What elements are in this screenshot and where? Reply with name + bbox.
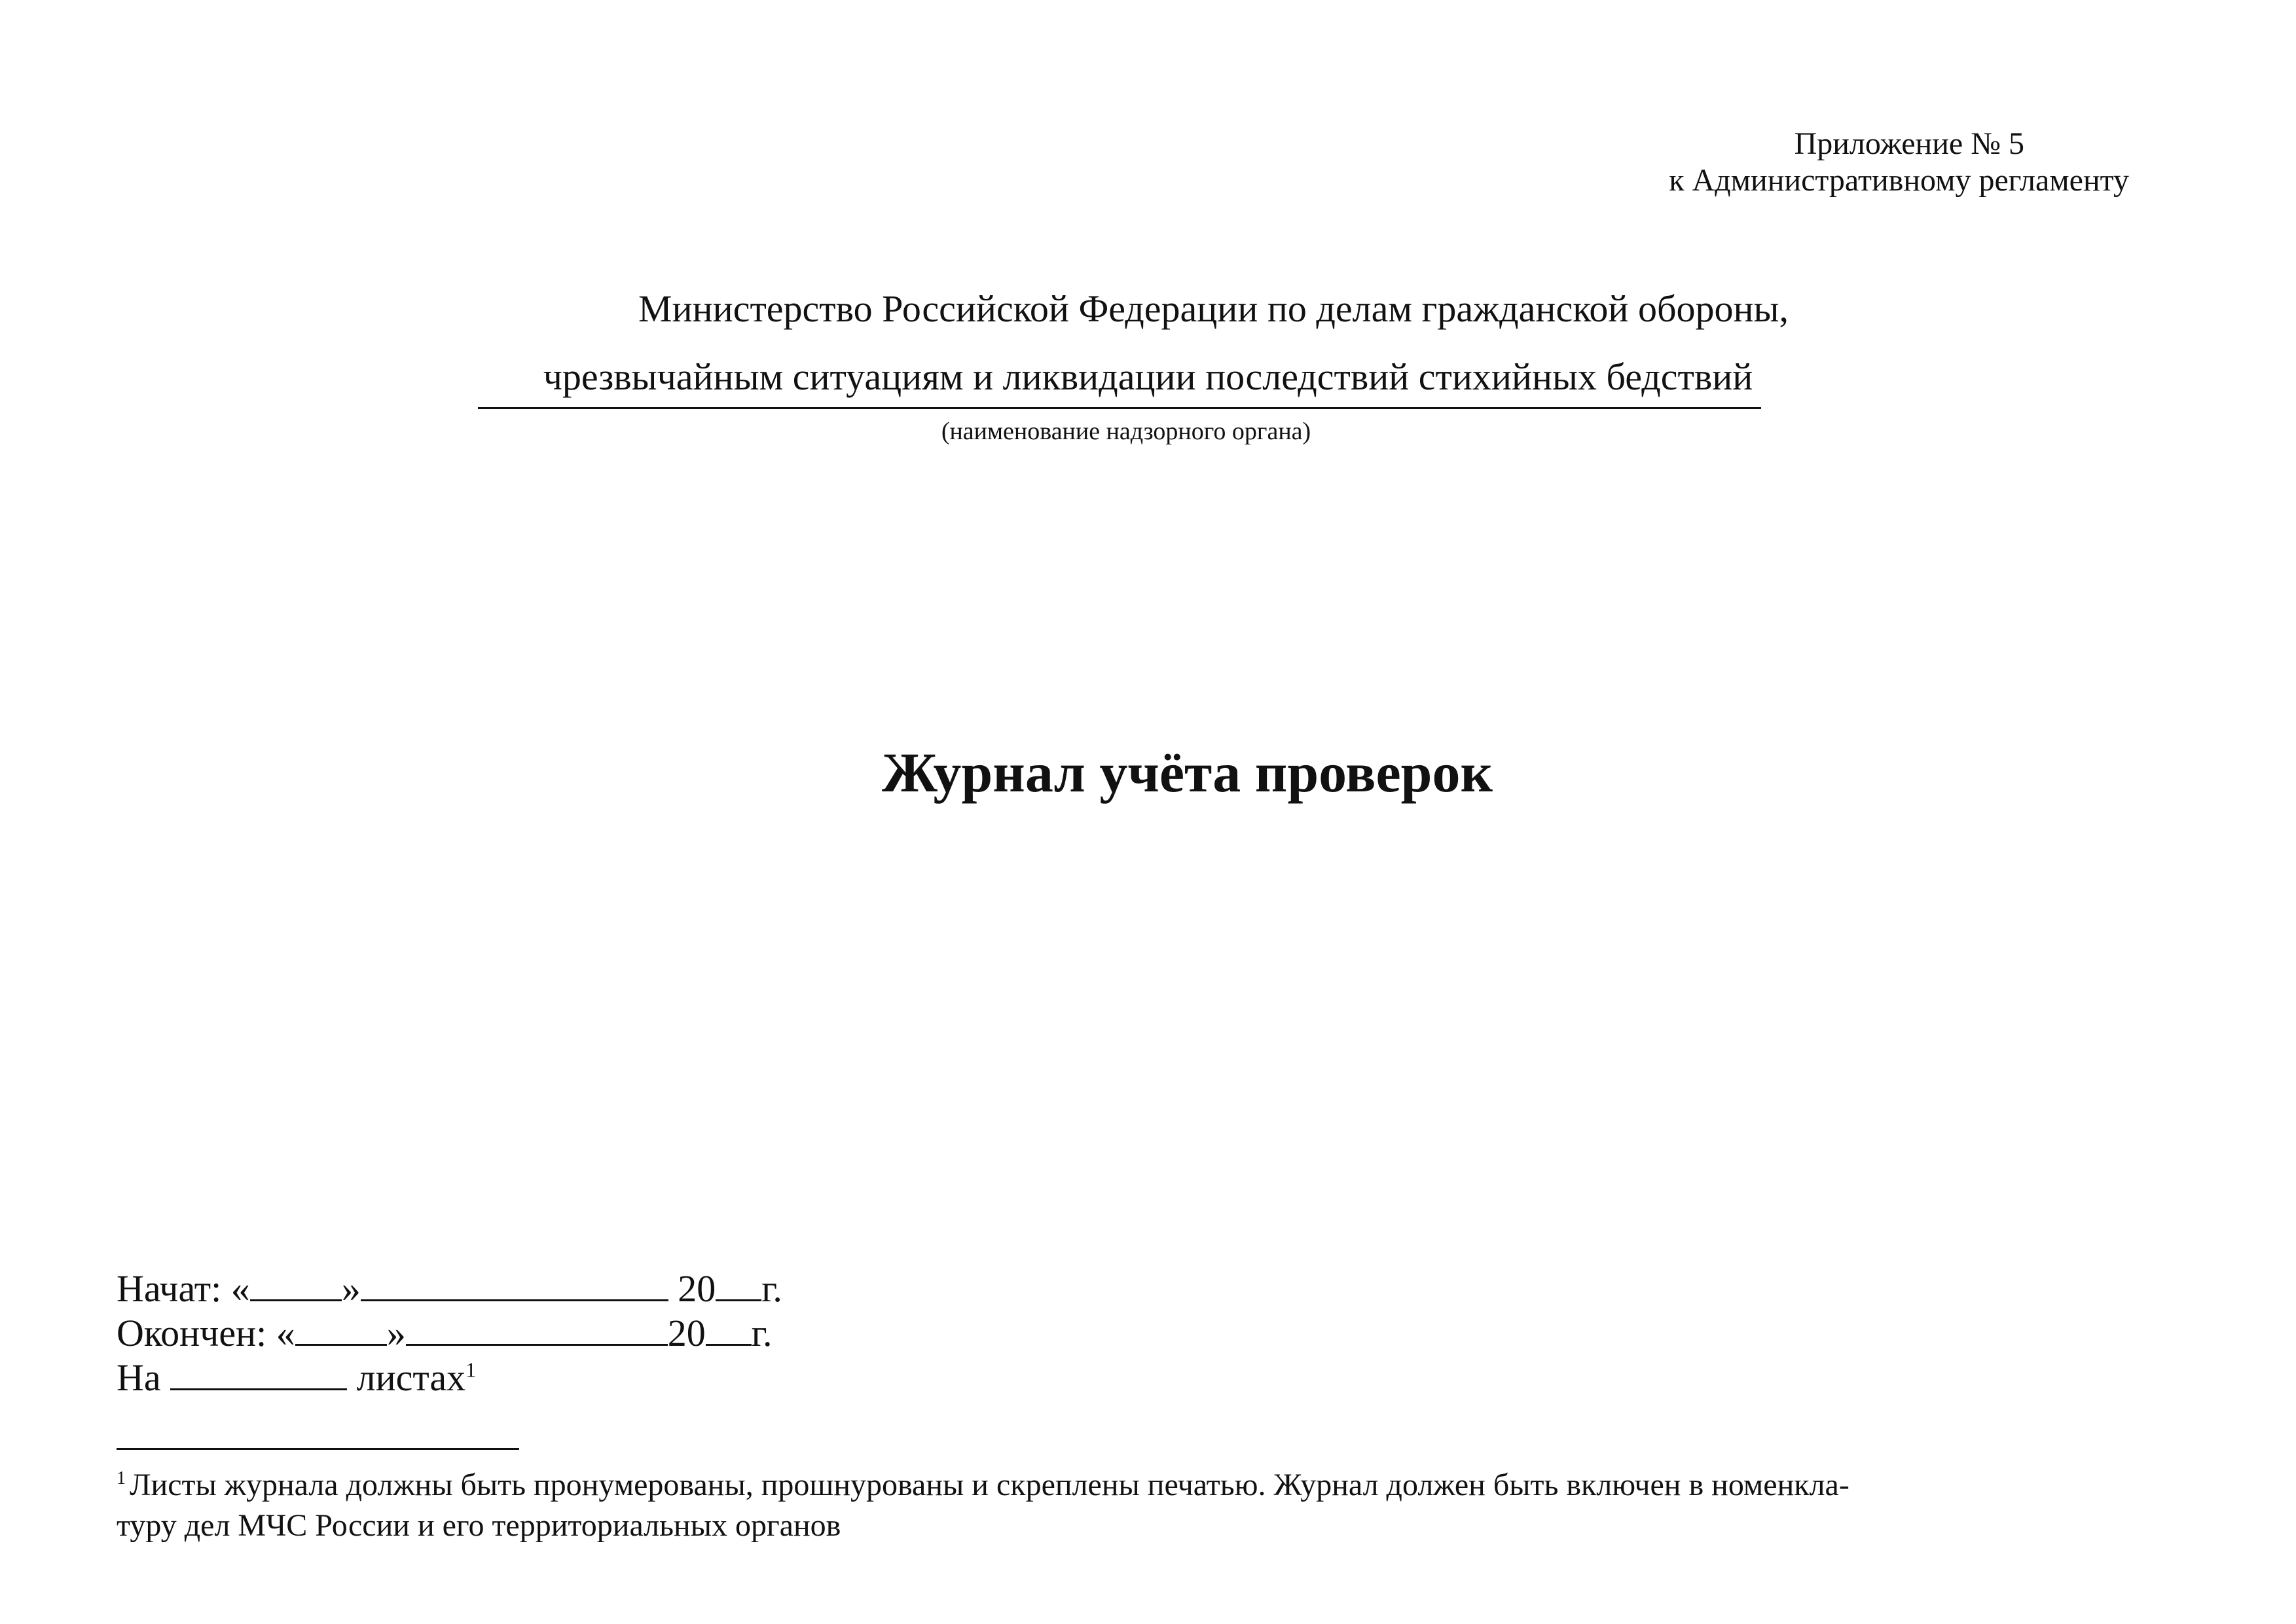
sheets-count-field[interactable]: [170, 1357, 347, 1390]
footnote: [117, 1465, 2120, 1546]
close-quote: »: [386, 1312, 406, 1354]
ended-day-field[interactable]: [295, 1312, 387, 1346]
year-suffix: г.: [751, 1312, 773, 1354]
footnote-line-2: туру дел МЧС России и его территориальных органов: [117, 1508, 841, 1543]
sheets-row: [117, 1356, 782, 1400]
footnote-reference: 1: [465, 1358, 477, 1382]
ministry-line-1: Министерство Российской Федерации по делам гражданской обороны,: [638, 287, 1789, 330]
sheets-prefix: На: [117, 1356, 161, 1399]
started-row: [117, 1267, 782, 1311]
footnote-text-1: Листы журнала должны быть пронумерованы, прошнурованы и скреплены печатью. Журнал должен быть включен в номенкла-: [130, 1468, 1850, 1502]
journal-dates-block: [117, 1267, 782, 1400]
ended-row: [117, 1311, 782, 1356]
organ-name-caption: (наименование надзорного органа): [941, 418, 1311, 445]
sheets-suffix: листах: [356, 1356, 466, 1399]
ministry-line-2: чрезвычайным ситуациям и ликвидации последствий стихийных бедствий: [543, 355, 1753, 398]
started-year-field[interactable]: [716, 1268, 761, 1301]
organ-name-underline: [478, 407, 1761, 409]
footnote-mark: 1: [117, 1468, 126, 1489]
ministry-name: [0, 275, 2296, 411]
ended-year-field[interactable]: [706, 1312, 752, 1346]
started-month-field[interactable]: [361, 1268, 668, 1301]
close-quote: »: [341, 1267, 361, 1310]
year-prefix: 20: [678, 1267, 716, 1310]
appendix-header: [1669, 126, 2129, 199]
open-quote: «: [230, 1267, 250, 1310]
appendix-reference: к Административному регламенту: [1669, 163, 2129, 198]
started-day-field[interactable]: [250, 1268, 342, 1301]
footnote-separator: [117, 1448, 519, 1450]
year-suffix: г.: [761, 1267, 782, 1310]
footnote-line-1: [117, 1465, 2120, 1506]
started-label: Начат:: [117, 1267, 222, 1310]
ended-month-field[interactable]: [406, 1312, 668, 1346]
year-prefix: 20: [667, 1312, 706, 1354]
appendix-number: Приложение № 5: [1794, 126, 2024, 161]
open-quote: «: [276, 1312, 295, 1354]
ended-label: Окончен:: [117, 1312, 267, 1354]
page-title: Журнал учёта проверок: [881, 741, 1493, 804]
